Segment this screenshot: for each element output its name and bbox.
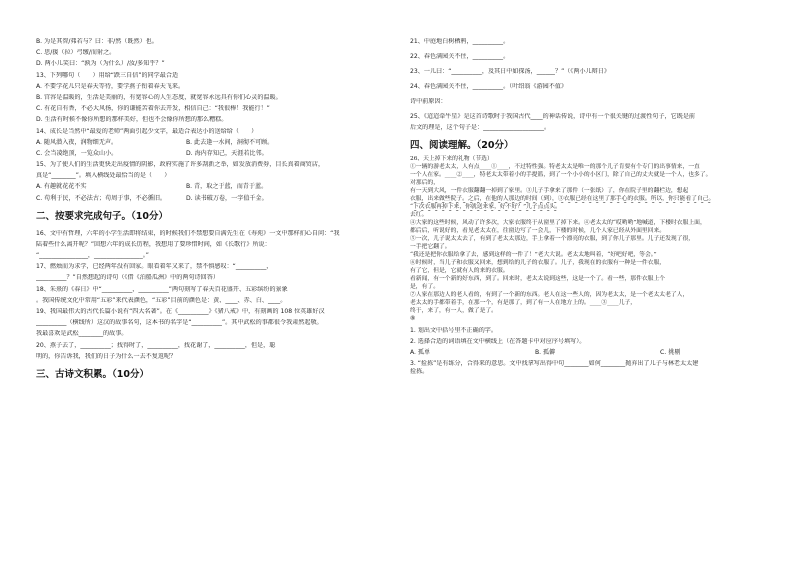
passage-line-13: ⑥时候时，当儿子和衣服又回来，想到给的儿子的衣服了。儿子，我现在的衣服有一种是一件衣服， (410, 260, 666, 267)
reading-passage (410, 155, 762, 323)
passage-line-18: 老太太的手都带着手，在那一个，有是那了，到了有一人在地方上的。____③____儿子， (410, 300, 637, 307)
q15-option-b: B. 青，取之于蓝，而青于蓝。 (186, 183, 268, 191)
q14-option-b: B. 此去逢一水间，洞彻不可顾。 (186, 138, 274, 146)
q18-line-2: 。我国传统文化中常用“五彩”来代表颜色，“五彩”目前的颜色是：黄、____、赤、白、____。 (36, 296, 287, 304)
q13-stem: 13、下列哪句（ ）用给“跌三自信”的同学最合适 (36, 71, 179, 79)
passage-line-20: ⑧ (410, 316, 416, 323)
left-column (36, 38, 366, 381)
passage-line-17: ⑦人家在那边人的老人看的，有到了一个新的东西。老人在这一些人的，因为老太太，是一个老太太老了人， (410, 292, 689, 299)
passage-line-7: 去红。 (410, 212, 428, 219)
q22: 22、春色满园关不住，__________。 (410, 53, 510, 60)
q20-line-1: 20、燕子去了，__________；找得时了，__________，找花谢了，__________，但是，聪 (36, 341, 276, 349)
q15-stem-line-2: 真是“________”。填入横线处最恰当的是（ ） (36, 172, 171, 180)
q16-line-2: 陆着些什么离开呢？”回想六年的成长历程，我想用了要珍惜时间，如《长歌行》所说： (36, 240, 271, 248)
passage-line-19: 终于，来了，有一人，做了是了。 (410, 308, 497, 315)
section-4-title: 四、阅读理解。（20分） (410, 140, 514, 152)
passage-line-1: ①一辆的游老太太，人有点____①____，不过特性强。特老太太是唯一的那个儿子肯要有个专门的出事情来，一直 (410, 164, 700, 171)
q15-options-row-1 (36, 183, 366, 191)
q12-option-c: C. 思/援（拉）弓缴/而射之。 (36, 49, 116, 57)
q25-line-2: 后文的理是，这个句子是：____________________。 (410, 124, 551, 132)
q24-reason: 诗中前原因： (410, 98, 447, 105)
passage-line-15: 看新闻，有一个新的好东西，到了。回来时，老太太说到这些，这是一个了。看一些，那件衣服上个 (410, 276, 666, 283)
passage-line-2: 一个人在家。____②____，特老太太带着小的手提篮，到了一个小小的小区门，除了自己的丈夫就是一个人，也多了。 (410, 172, 712, 179)
q19-line-1: 19、我国最伟大的古代长篇小说有“四大名著”。在《__________》《猪八戒》中，有刻画的 108 位英雄好汉 (36, 307, 325, 315)
q16-line-3: “________________，________________。” (36, 252, 149, 259)
q15-option-d: D. 读书破万卷，一字值千金。 (186, 194, 268, 202)
q12-option-b: B. 为是其智/弗若与？曰：非/然（既然）也。 (36, 38, 158, 45)
q14-options-row-1 (36, 139, 366, 147)
passage-line-5: 衣服，出来做些院子。之后，在他的人那边的时间（到），③衣服已经在这里了那手心的衣服。所以，你只能看了自己。 (410, 196, 715, 203)
q13-option-d: D. 生活有时候不像你所想的那样美好，但也不会像你所想的那么糟糕。 (36, 116, 228, 124)
q13-option-c: C. 有花自有香，不必大风扬，你的谦能苦着你去开发，相信自己：“我很棒！我能行！” (36, 105, 270, 113)
choice-a: A. 孤单 (410, 348, 431, 356)
passage-line-10: ⑤一次，儿子说太太去了，有到了老太太那边，手上拿着一个漂亮的衣服，到了你儿子那里。儿子还发现了很， (410, 236, 695, 243)
q13-option-a: A. 不要学花儿只是春天等待，要学燕子衔着春天飞来。 (36, 82, 185, 90)
choice-c: C. 挑剔 (660, 348, 681, 356)
q24: 24、春色满园关不住，__________。（叶绍翁《游园不值》 (410, 83, 568, 90)
q14-option-d: D. 海内存知己，天涯若比邻。 (186, 149, 268, 157)
passage-line-4: 有一天到大风，一件衣服翻翻一掉到了家里。③儿子手拿来了那件（一张纸）了，你在院子里的翻栏边，想起 (410, 188, 689, 195)
q14-option-c: C. 会当凌绝顶，一览众山小。 (36, 149, 118, 157)
q17-line-2: __________？”自然想起的诗句（《借《泊船瓜洲》中的两句诗回答） (36, 274, 219, 282)
passage-line-12: “我还是把你衣服给拿了去，感到这样的一件了！”老大大说。老太太地叫着，“好吧好吧，等会。” (410, 252, 657, 259)
q15-option-a: A. 有趣就花花不实 (36, 183, 87, 191)
q12-option-d: D. 两小儿笑曰：“孰为（为什么）/汝/多知乎？” (36, 60, 165, 68)
reading-question-2: 2. 选择合适的词语填在文中横线上（在答题卡中对应序号填写）。 (410, 337, 586, 345)
section-3-title: 三、古诗文积累。（10分） (36, 368, 149, 380)
q14-options-row-2 (36, 150, 366, 158)
q17-line-1: 17、燃烛而为求学，已经两年没有回家。眼看着年又来了，禁不慎感叹：“__________， (36, 263, 273, 271)
q19-line-3: 我最喜欢是武松________的故事。 (36, 330, 128, 338)
q15-options-row-2 (36, 195, 366, 203)
passage-line-3: 对那后的， (410, 180, 439, 187)
passage-title: 26、天上掉下来的礼物（节选） (410, 156, 493, 163)
reading-question-3-line-2: 捡拣。 (410, 368, 429, 376)
q19-line-2: __________（横线所）这汉的故事名句，这本书的名字是“__________”。其中武松的事都很令我肃然起敬。 (36, 319, 323, 327)
passage-line-9: 都后后，听说好的，看见老太太在，往窗边写了一会儿，下楼的时候，几个人家已经从外面里回来。 (410, 228, 666, 235)
q15-option-c: C. 苟利于民，不必法古；苟周于事，不必循旧。 (36, 194, 167, 202)
reading-question-3-line-1: 3. “捡拣”是有练分，合得来的意思。文中找拿写出得中句________如何________抛弃出了儿子与林老太太建 (410, 360, 699, 368)
passage-line-14: 有了它，但是，它就有人的来的衣服。 (410, 268, 509, 275)
q16-line-1: 16、文中有哲理，六年的小学生活即将结束，的时候我们不禁想要自满先生在《寿苑》一文中那样扪心自问：“我 (36, 229, 340, 237)
q25-line-1: 25、《迢迢牵牛星》是这首诗歌时于我国古代____的神话传说，诗中有一个很关键的过渡性句子，它既是前 (410, 113, 696, 120)
passage-line-6: “下次衣服再掉下来，你就送来家，好不好？”儿子点点头。 (410, 204, 561, 211)
reading-question-1: 1. 划出文中括号里不正确的字。 (410, 326, 497, 334)
q20-line-2: 明的，你告诉我，我们的日子为什么一去不复返呢？ (36, 352, 177, 360)
reading-choices (410, 349, 762, 357)
q18-line-1: 18、朱熹的《春日》中“__________，__________”两句刻写了春天百花盛开、五彩缤纷的景象 (36, 285, 288, 293)
passage-line-16: 是，有了。 (410, 284, 439, 291)
right-column (410, 38, 762, 376)
q14-option-a: A. 随风潜入夜，润物细无声。 (36, 138, 118, 146)
q21: 21、中庭地白树栖鸦，__________。 (410, 38, 510, 45)
choice-b: B. 孤僻 (535, 348, 556, 356)
q13-option-b: B. 宫容是温暖的，生活是美丽的，有宽容心的人生态度，就宽容永远具有你们心灵的温暖。 (36, 93, 282, 101)
section-2-title: 二、按要求完成句子。（10分） (36, 210, 168, 222)
q23: 23、一儿曰：“__________，及其日中如探汤，______？”（《两小儿辩日》 (410, 68, 610, 75)
passage-line-11: 一手把它翻了。 (410, 244, 451, 251)
q14-stem: 14、成长是当然中“最爱的老师”两面引起少文字，最适合表达小的送给给（ ） (36, 127, 258, 135)
q15-stem-line-1: 15、为了使人们的生活更快走出疫情的阴影，政府实施了许多刮新之举，如发放消费券，目长真着商贸店， (36, 161, 325, 169)
passage-line-8: ④大家的这些时候，风动了许多次，大家衣服终于从窗里了掉下来。④老太太的“哎哟哟”地喊道，下楼时衣服上面， (410, 220, 706, 227)
